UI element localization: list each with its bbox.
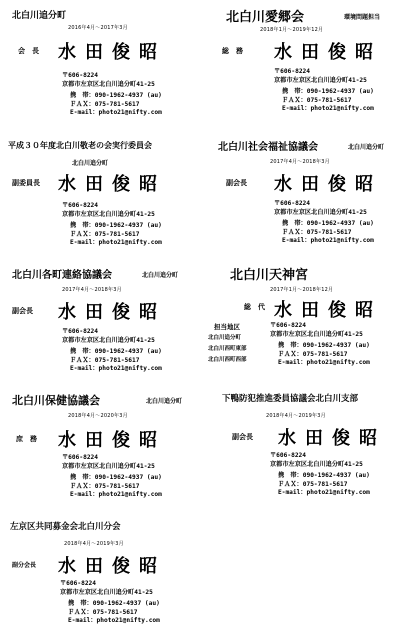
card-organization: 北白川保健協議会 <box>12 394 100 407</box>
card-mobile: 携 帯：090-1962-4937 (au) <box>70 92 162 100</box>
card-postal: 〒606-8224 <box>274 200 310 207</box>
district-item: 北白川追分町 <box>208 335 242 341</box>
card-postal: 〒606-8224 <box>60 580 96 587</box>
card-mobile: 携 帯：090-1962-4937 (au) <box>68 600 160 608</box>
card-note: 北白川追分町 <box>348 144 385 151</box>
card-address: 京都市左京区北白川追分町41-25 <box>274 208 367 216</box>
card-fax: ＦＡＸ：075-781-5617 <box>282 96 352 104</box>
business-card-oiwake <box>6 4 206 124</box>
card-email: E-mail：photo21@nifty.com <box>282 237 374 245</box>
card-contact <box>62 72 162 118</box>
business-card-kyodobokin <box>6 516 206 636</box>
card-role: 庶 務 <box>16 435 37 443</box>
card-fax: ＦＡＸ：075-781-5617 <box>278 350 348 358</box>
card-contact <box>270 452 370 498</box>
card-address: 京都市左京区北白川追分町41-25 <box>62 80 155 88</box>
card-postal: 〒606-8224 <box>270 452 306 459</box>
card-postal: 〒606-8224 <box>62 72 98 79</box>
business-card-bohan <box>208 388 408 508</box>
card-role: 副会長 <box>12 307 33 315</box>
card-contact <box>62 328 162 374</box>
card-postal: 〒606-8224 <box>62 202 98 209</box>
card-role: 総 務 <box>222 47 243 55</box>
district-item: 北白川西町西部 <box>208 357 247 363</box>
card-period: 2018年4月～2019年3月 <box>64 541 124 547</box>
card-organization: 左京区共同募金会北白川分会 <box>10 522 121 532</box>
card-note: 北白川追分町 <box>146 398 183 405</box>
card-mobile: 携 帯：090-1962-4937 (au) <box>282 88 374 96</box>
card-role: 副会長 <box>232 433 253 441</box>
card-note: 環境問題担当 <box>344 14 381 21</box>
card-contact <box>62 202 162 248</box>
card-email: E-mail：photo21@nifty.com <box>70 239 162 247</box>
district-heading: 担当地区 <box>214 323 240 331</box>
card-mobile: 携 帯：090-1962-4937 (au) <box>70 474 162 482</box>
business-card-hoken <box>6 388 206 508</box>
card-organization: 北白川愛郷会 <box>226 10 305 25</box>
card-organization: 平成３０年度北白川敬老の会実行委員会 <box>8 141 152 150</box>
card-role: 総 代 <box>244 303 265 311</box>
card-name: 水田俊昭 <box>58 302 166 323</box>
card-mobile: 携 帯：090-1962-4937 (au) <box>70 348 162 356</box>
card-fax: ＦＡＸ：075-781-5617 <box>68 608 138 616</box>
card-email: E-mail：photo21@nifty.com <box>282 105 374 113</box>
card-organization: 北白川追分町 <box>12 11 67 21</box>
card-fax: ＦＡＸ：075-781-5617 <box>278 480 348 488</box>
card-role: 副分会長 <box>12 562 37 569</box>
card-postal: 〒606-8224 <box>270 322 306 329</box>
card-period: 2017年4月～2018年3月 <box>62 287 122 293</box>
card-name: 水田俊昭 <box>58 556 166 577</box>
district-item: 北白川西町東部 <box>208 346 247 352</box>
business-card-shakyo <box>208 134 408 254</box>
card-fax: ＦＡＸ：075-781-5617 <box>70 230 140 238</box>
card-organization: 下鴨防犯推進委員協議会北白川支部 <box>222 394 359 404</box>
business-card-aikyokai <box>208 4 408 124</box>
card-email: E-mail：photo21@nifty.com <box>70 491 162 499</box>
card-organization: 北白川天神宮 <box>230 268 309 283</box>
card-postal: 〒606-8224 <box>274 68 310 75</box>
card-name: 水田俊昭 <box>58 174 166 195</box>
card-address: 京都市左京区北白川追分町41-25 <box>270 330 363 338</box>
card-mobile: 携 帯：090-1962-4937 (au) <box>278 342 370 350</box>
card-postal: 〒606-8224 <box>62 454 98 461</box>
card-organization: 北白川社会福祉協議会 <box>218 142 318 153</box>
card-name: 水田俊昭 <box>278 428 386 449</box>
card-period: 2018年1月～2019年12月 <box>260 27 324 33</box>
card-email: E-mail：photo21@nifty.com <box>278 489 370 497</box>
card-email: E-mail：photo21@nifty.com <box>70 109 162 117</box>
card-contact <box>60 580 160 626</box>
card-mobile: 携 帯：090-1962-4937 (au) <box>282 220 374 228</box>
card-address: 京都市左京区北白川追分町41-25 <box>62 210 155 218</box>
card-contact <box>270 322 370 368</box>
card-address: 京都市左京区北白川追分町41-25 <box>274 76 367 84</box>
card-organization: 北白川各町連絡協議会 <box>12 270 112 281</box>
card-period: 2018年4月～2020年3月 <box>68 413 128 419</box>
card-fax: ＦＡＸ：075-781-5617 <box>70 482 140 490</box>
card-address: 京都市左京区北白川追分町41-25 <box>60 588 153 596</box>
card-address: 京都市左京区北白川追分町41-25 <box>270 460 363 468</box>
card-contact <box>274 200 374 246</box>
card-email: E-mail：photo21@nifty.com <box>68 617 160 625</box>
card-name: 水田俊昭 <box>58 430 166 451</box>
card-fax: ＦＡＸ：075-781-5617 <box>70 356 140 364</box>
card-name: 水田俊昭 <box>274 42 382 63</box>
card-period: 2016年4月～2017年3月 <box>68 25 128 31</box>
card-postal: 〒606-8224 <box>62 328 98 335</box>
card-contact <box>62 454 162 500</box>
card-name: 水田俊昭 <box>58 42 166 63</box>
card-period: 2017年1月～2018年12月 <box>270 287 334 293</box>
card-address: 京都市左京区北白川追分町41-25 <box>62 336 155 344</box>
business-card-keirou <box>6 134 206 254</box>
card-mobile: 携 帯：090-1962-4937 (au) <box>70 222 162 230</box>
card-email: E-mail：photo21@nifty.com <box>70 365 162 373</box>
card-contact <box>274 68 374 114</box>
card-period: 2017年4月～2018年3月 <box>270 159 330 165</box>
card-email: E-mail：photo21@nifty.com <box>278 359 370 367</box>
card-address: 京都市左京区北白川追分町41-25 <box>62 462 155 470</box>
card-role: 副会長 <box>226 179 247 187</box>
card-fax: ＦＡＸ：075-781-5617 <box>70 100 140 108</box>
card-name: 水田俊昭 <box>274 174 382 195</box>
assigned-districts <box>208 322 247 366</box>
card-role: 副委員長 <box>12 179 40 187</box>
business-card-tenjingu <box>208 262 408 382</box>
card-note: 北白川追分町 <box>72 160 109 167</box>
card-period: 2018年4月～2019年3月 <box>266 413 326 419</box>
card-fax: ＦＡＸ：075-781-5617 <box>282 228 352 236</box>
card-name: 水田俊昭 <box>274 300 382 321</box>
card-note: 北白川追分町 <box>142 272 179 279</box>
business-card-kakucho <box>6 262 206 382</box>
card-mobile: 携 帯：090-1962-4937 (au) <box>278 472 370 480</box>
card-role: 会 長 <box>18 47 39 55</box>
